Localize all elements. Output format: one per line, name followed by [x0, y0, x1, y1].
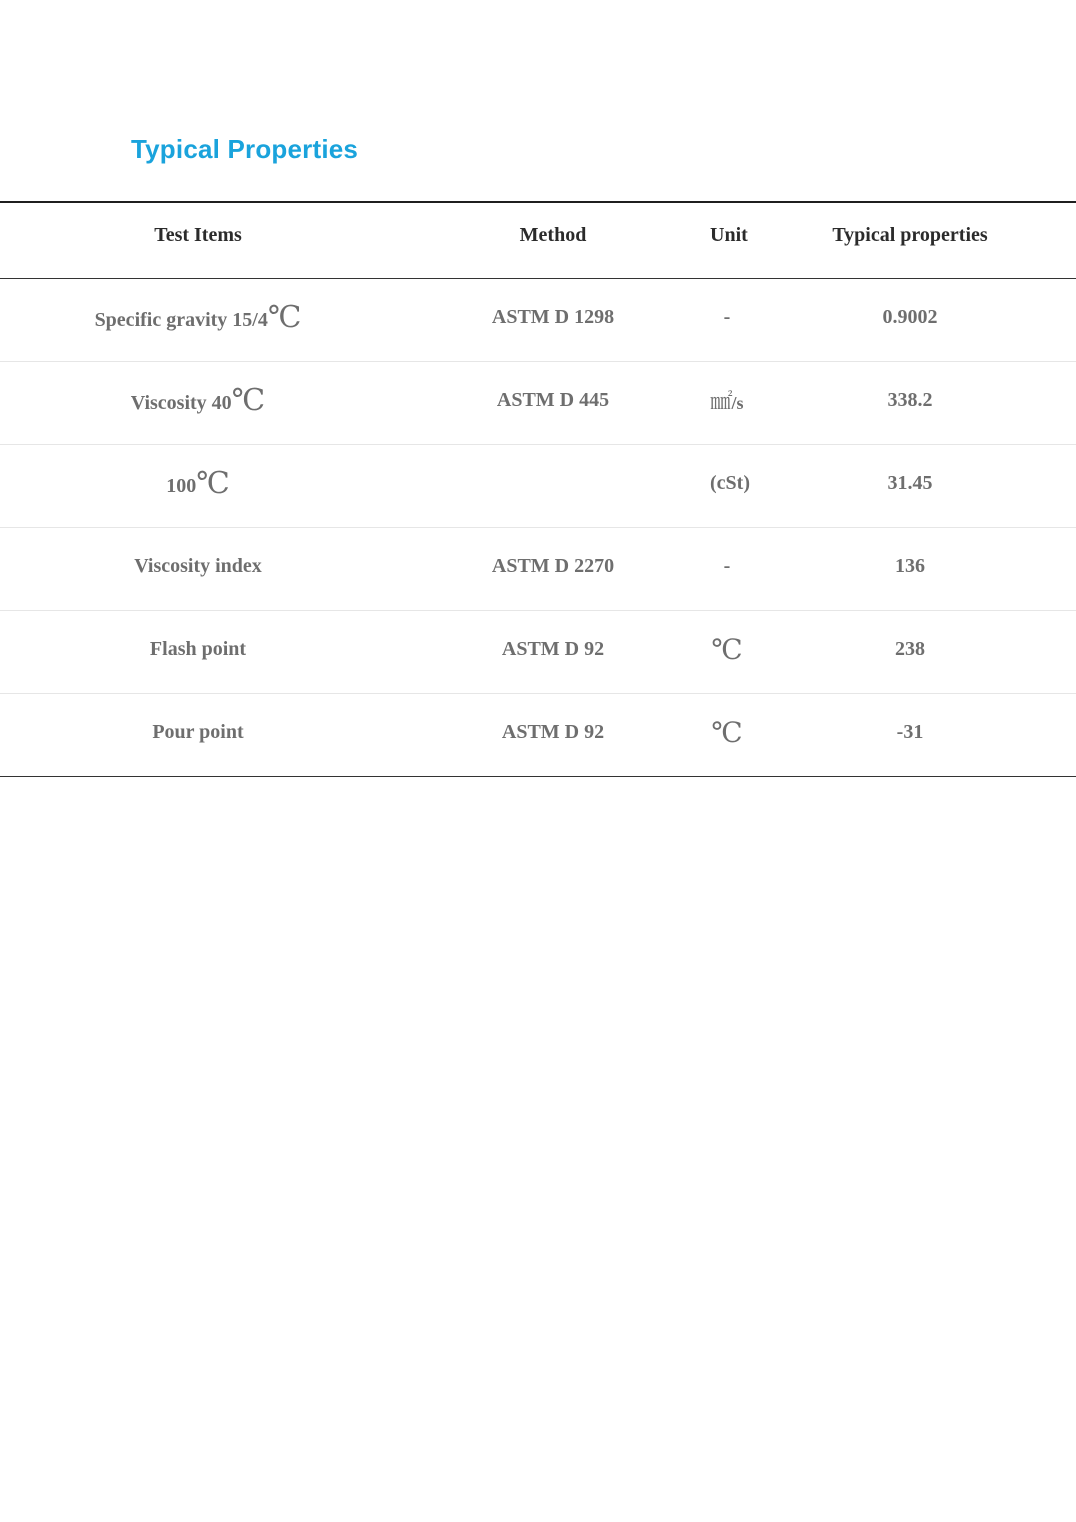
table-row — [0, 610, 1076, 693]
cell-unit: - — [710, 527, 744, 610]
cell-typical-value: -31 — [744, 693, 1076, 776]
celsius-unit: ℃ — [196, 466, 230, 500]
per-second-unit: /s — [731, 393, 744, 413]
cell-method: ASTM D 92 — [396, 693, 710, 776]
cell-method — [396, 444, 710, 527]
cell-typical-value: 31.45 — [744, 444, 1076, 527]
cell-method: ASTM D 445 — [396, 361, 710, 444]
header-method: Method — [396, 202, 710, 278]
test-item-label: Viscosity 40 — [130, 391, 232, 414]
cell-typical-value: 136 — [744, 527, 1076, 610]
cell-test-item — [0, 361, 396, 444]
cell-typical-value: 238 — [744, 610, 1076, 693]
header-typical-properties: Typical properties — [744, 202, 1076, 278]
celsius-unit: ℃ — [711, 634, 743, 666]
table-row — [0, 444, 1076, 527]
cell-unit — [710, 693, 744, 776]
cell-unit — [710, 361, 744, 444]
square-millimeter-unit: ㎟ — [710, 390, 732, 415]
table-header-row — [0, 202, 1076, 278]
cell-unit: - — [710, 278, 744, 361]
cell-unit — [710, 610, 744, 693]
cell-typical-value: 338.2 — [744, 361, 1076, 444]
cell-typical-value: 0.9002 — [744, 278, 1076, 361]
cell-test-item: Pour point — [0, 693, 396, 776]
table-row — [0, 527, 1076, 610]
cell-method: ASTM D 2270 — [396, 527, 710, 610]
celsius-unit: ℃ — [267, 300, 302, 334]
cell-test-item — [0, 278, 396, 361]
cell-method: ASTM D 1298 — [396, 278, 710, 361]
test-item-label: 100 — [166, 474, 197, 497]
page-title: Typical Properties — [131, 134, 359, 164]
table-row — [0, 693, 1076, 776]
cell-test-item — [0, 444, 396, 527]
celsius-unit: ℃ — [711, 717, 743, 749]
header-test-items: Test Items — [0, 202, 396, 278]
test-item-label: Specific gravity 15/4 — [94, 308, 268, 331]
table-row — [0, 278, 1076, 361]
typical-properties-table — [0, 201, 1076, 777]
cell-test-item: Viscosity index — [0, 527, 396, 610]
header-unit: Unit — [710, 202, 744, 278]
cell-test-item: Flash point — [0, 610, 396, 693]
cell-method: ASTM D 92 — [396, 610, 710, 693]
cell-unit: (cSt) — [710, 444, 744, 527]
table-row — [0, 361, 1076, 444]
celsius-unit: ℃ — [231, 383, 266, 417]
